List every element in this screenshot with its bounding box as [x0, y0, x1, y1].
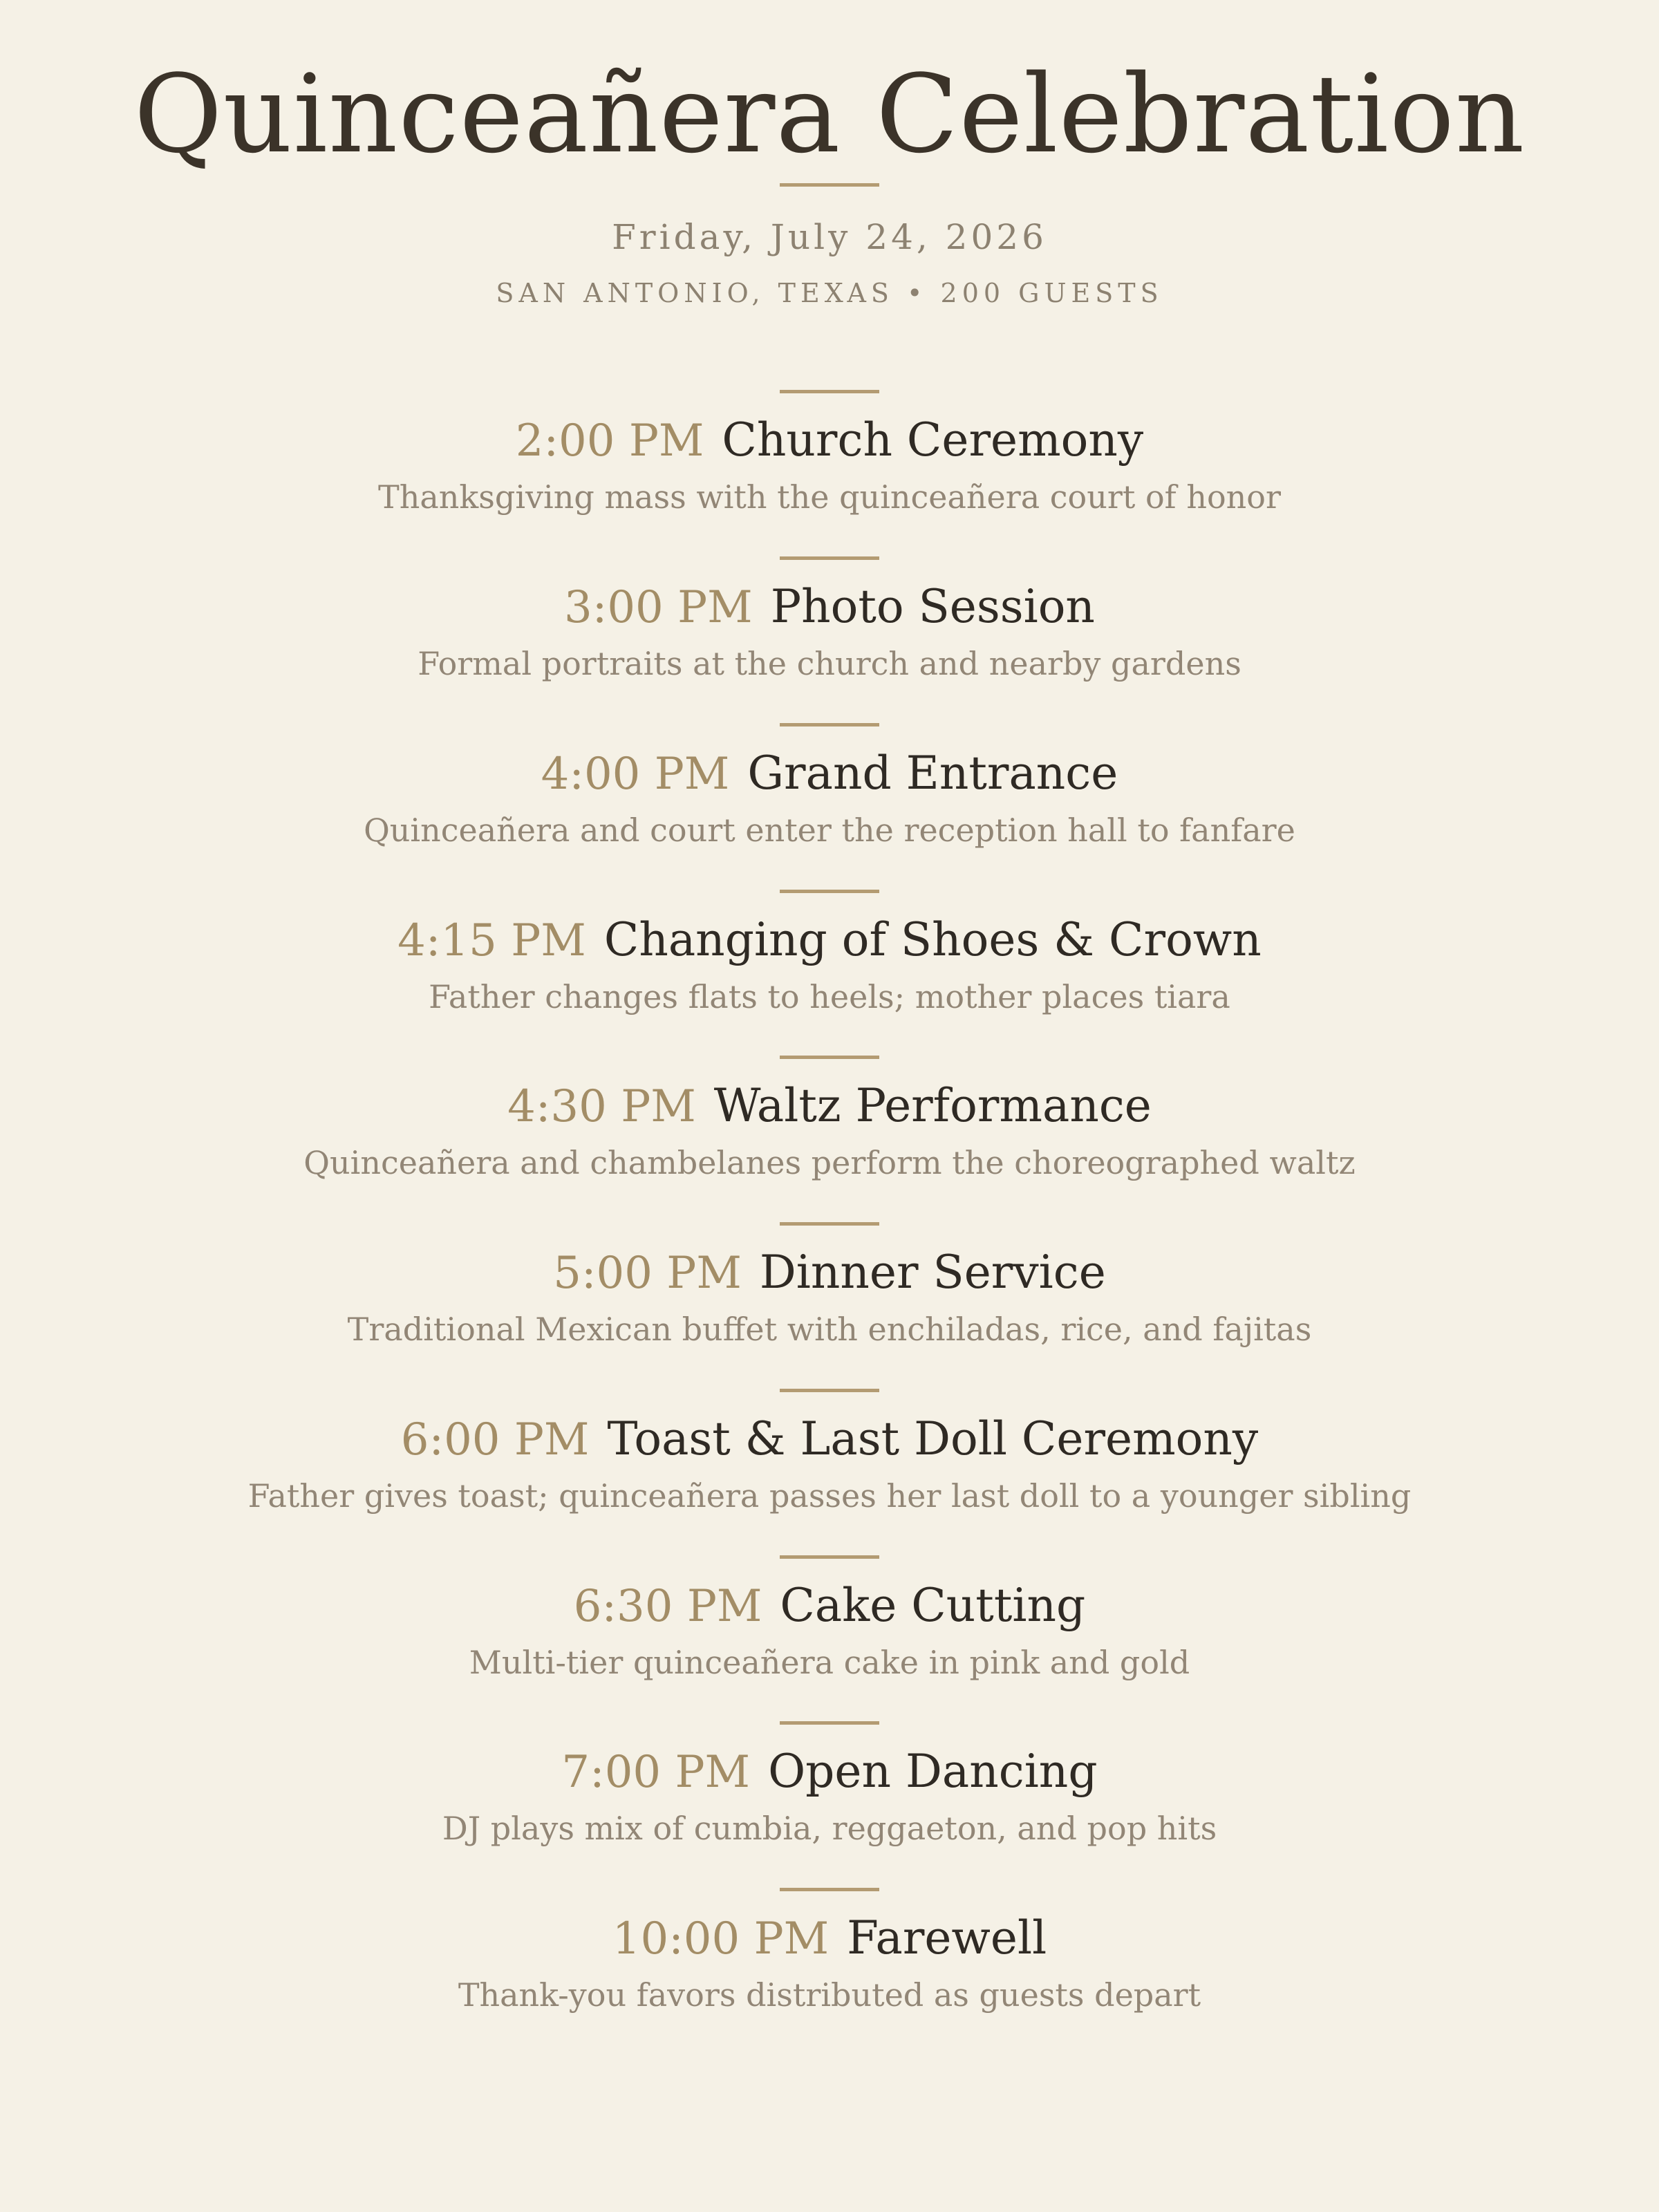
schedule-time: 3:00 PM: [564, 582, 753, 633]
schedule-divider: [780, 1056, 879, 1059]
schedule-description: Thank-you favors distributed as guests depart: [458, 1976, 1201, 2014]
schedule-event-name: Changing of Shoes & Crown: [603, 913, 1262, 966]
schedule-description: Father changes flats to heels; mother places tiara: [429, 978, 1230, 1015]
schedule-time: 5:00 PM: [553, 1248, 742, 1299]
schedule-event-name: Open Dancing: [768, 1745, 1098, 1798]
schedule-event-name: Toast & Last Doll Ceremony: [607, 1412, 1259, 1465]
schedule-item-heading: [0, 572, 1659, 642]
schedule-time: 4:15 PM: [397, 915, 586, 966]
schedule-divider: [780, 723, 879, 727]
title-divider: [780, 183, 879, 187]
schedule-item-heading: [0, 738, 1659, 809]
schedule-time: 10:00 PM: [612, 1913, 830, 1965]
schedule-divider: [780, 1888, 879, 1891]
schedule-divider: [780, 890, 879, 893]
schedule-description: Father gives toast; quinceañera passes her last doll to a younger sibling: [247, 1477, 1412, 1515]
schedule-event-name: Waltz Performance: [713, 1079, 1152, 1132]
schedule-description: Quinceañera and chambelanes perform the choreographed waltz: [303, 1144, 1356, 1181]
schedule-event-name: Photo Session: [770, 580, 1095, 633]
schedule-divider: [780, 1555, 879, 1559]
schedule-description: Traditional Mexican buffet with enchiladas, rice, and fajitas: [347, 1311, 1312, 1348]
schedule-divider: [780, 390, 879, 393]
schedule-description: DJ plays mix of cumbia, reggaeton, and pop hits: [442, 1810, 1217, 1847]
schedule-event-name: Cake Cutting: [780, 1579, 1086, 1632]
schedule-event-name: Church Ceremony: [722, 413, 1144, 467]
schedule-time: 7:00 PM: [561, 1747, 751, 1798]
schedule-item-heading: [0, 1736, 1659, 1807]
schedule-time: 4:00 PM: [541, 749, 730, 800]
schedule-event-name: Grand Entrance: [747, 747, 1118, 800]
schedule-item-heading: [0, 1404, 1659, 1474]
page-title: Quinceañera Celebration: [133, 51, 1526, 177]
schedule-item-heading: [0, 905, 1659, 975]
event-date: Friday, July 24, 2026: [612, 217, 1047, 257]
schedule-item-heading: [0, 1571, 1659, 1641]
schedule-divider: [780, 556, 879, 560]
schedule-description: Formal portraits at the church and nearby gardens: [418, 645, 1241, 682]
schedule-description: Thanksgiving mass with the quinceañera court of honor: [378, 478, 1281, 516]
schedule-divider: [780, 1222, 879, 1226]
schedule-description: Multi-tier quinceañera cake in pink and gold: [469, 1644, 1190, 1681]
schedule-item-heading: [0, 405, 1659, 476]
schedule-time: 6:00 PM: [400, 1414, 590, 1465]
schedule-divider: [780, 1721, 879, 1725]
schedule-description: Quinceañera and court enter the reception hall to fanfare: [364, 812, 1295, 849]
schedule-item-heading: [0, 1071, 1659, 1141]
schedule-time: 4:30 PM: [507, 1081, 696, 1132]
schedule-item-heading: [0, 1903, 1659, 1974]
schedule-divider: [780, 1389, 879, 1392]
schedule-time: 2:00 PM: [515, 415, 704, 467]
schedule-event-name: Farewell: [847, 1911, 1047, 1965]
schedule-time: 6:30 PM: [573, 1581, 762, 1632]
schedule-event-name: Dinner Service: [759, 1246, 1106, 1299]
schedule-item-heading: [0, 1237, 1659, 1308]
event-location-guests: SAN ANTONIO, TEXAS • 200 GUESTS: [496, 278, 1163, 308]
